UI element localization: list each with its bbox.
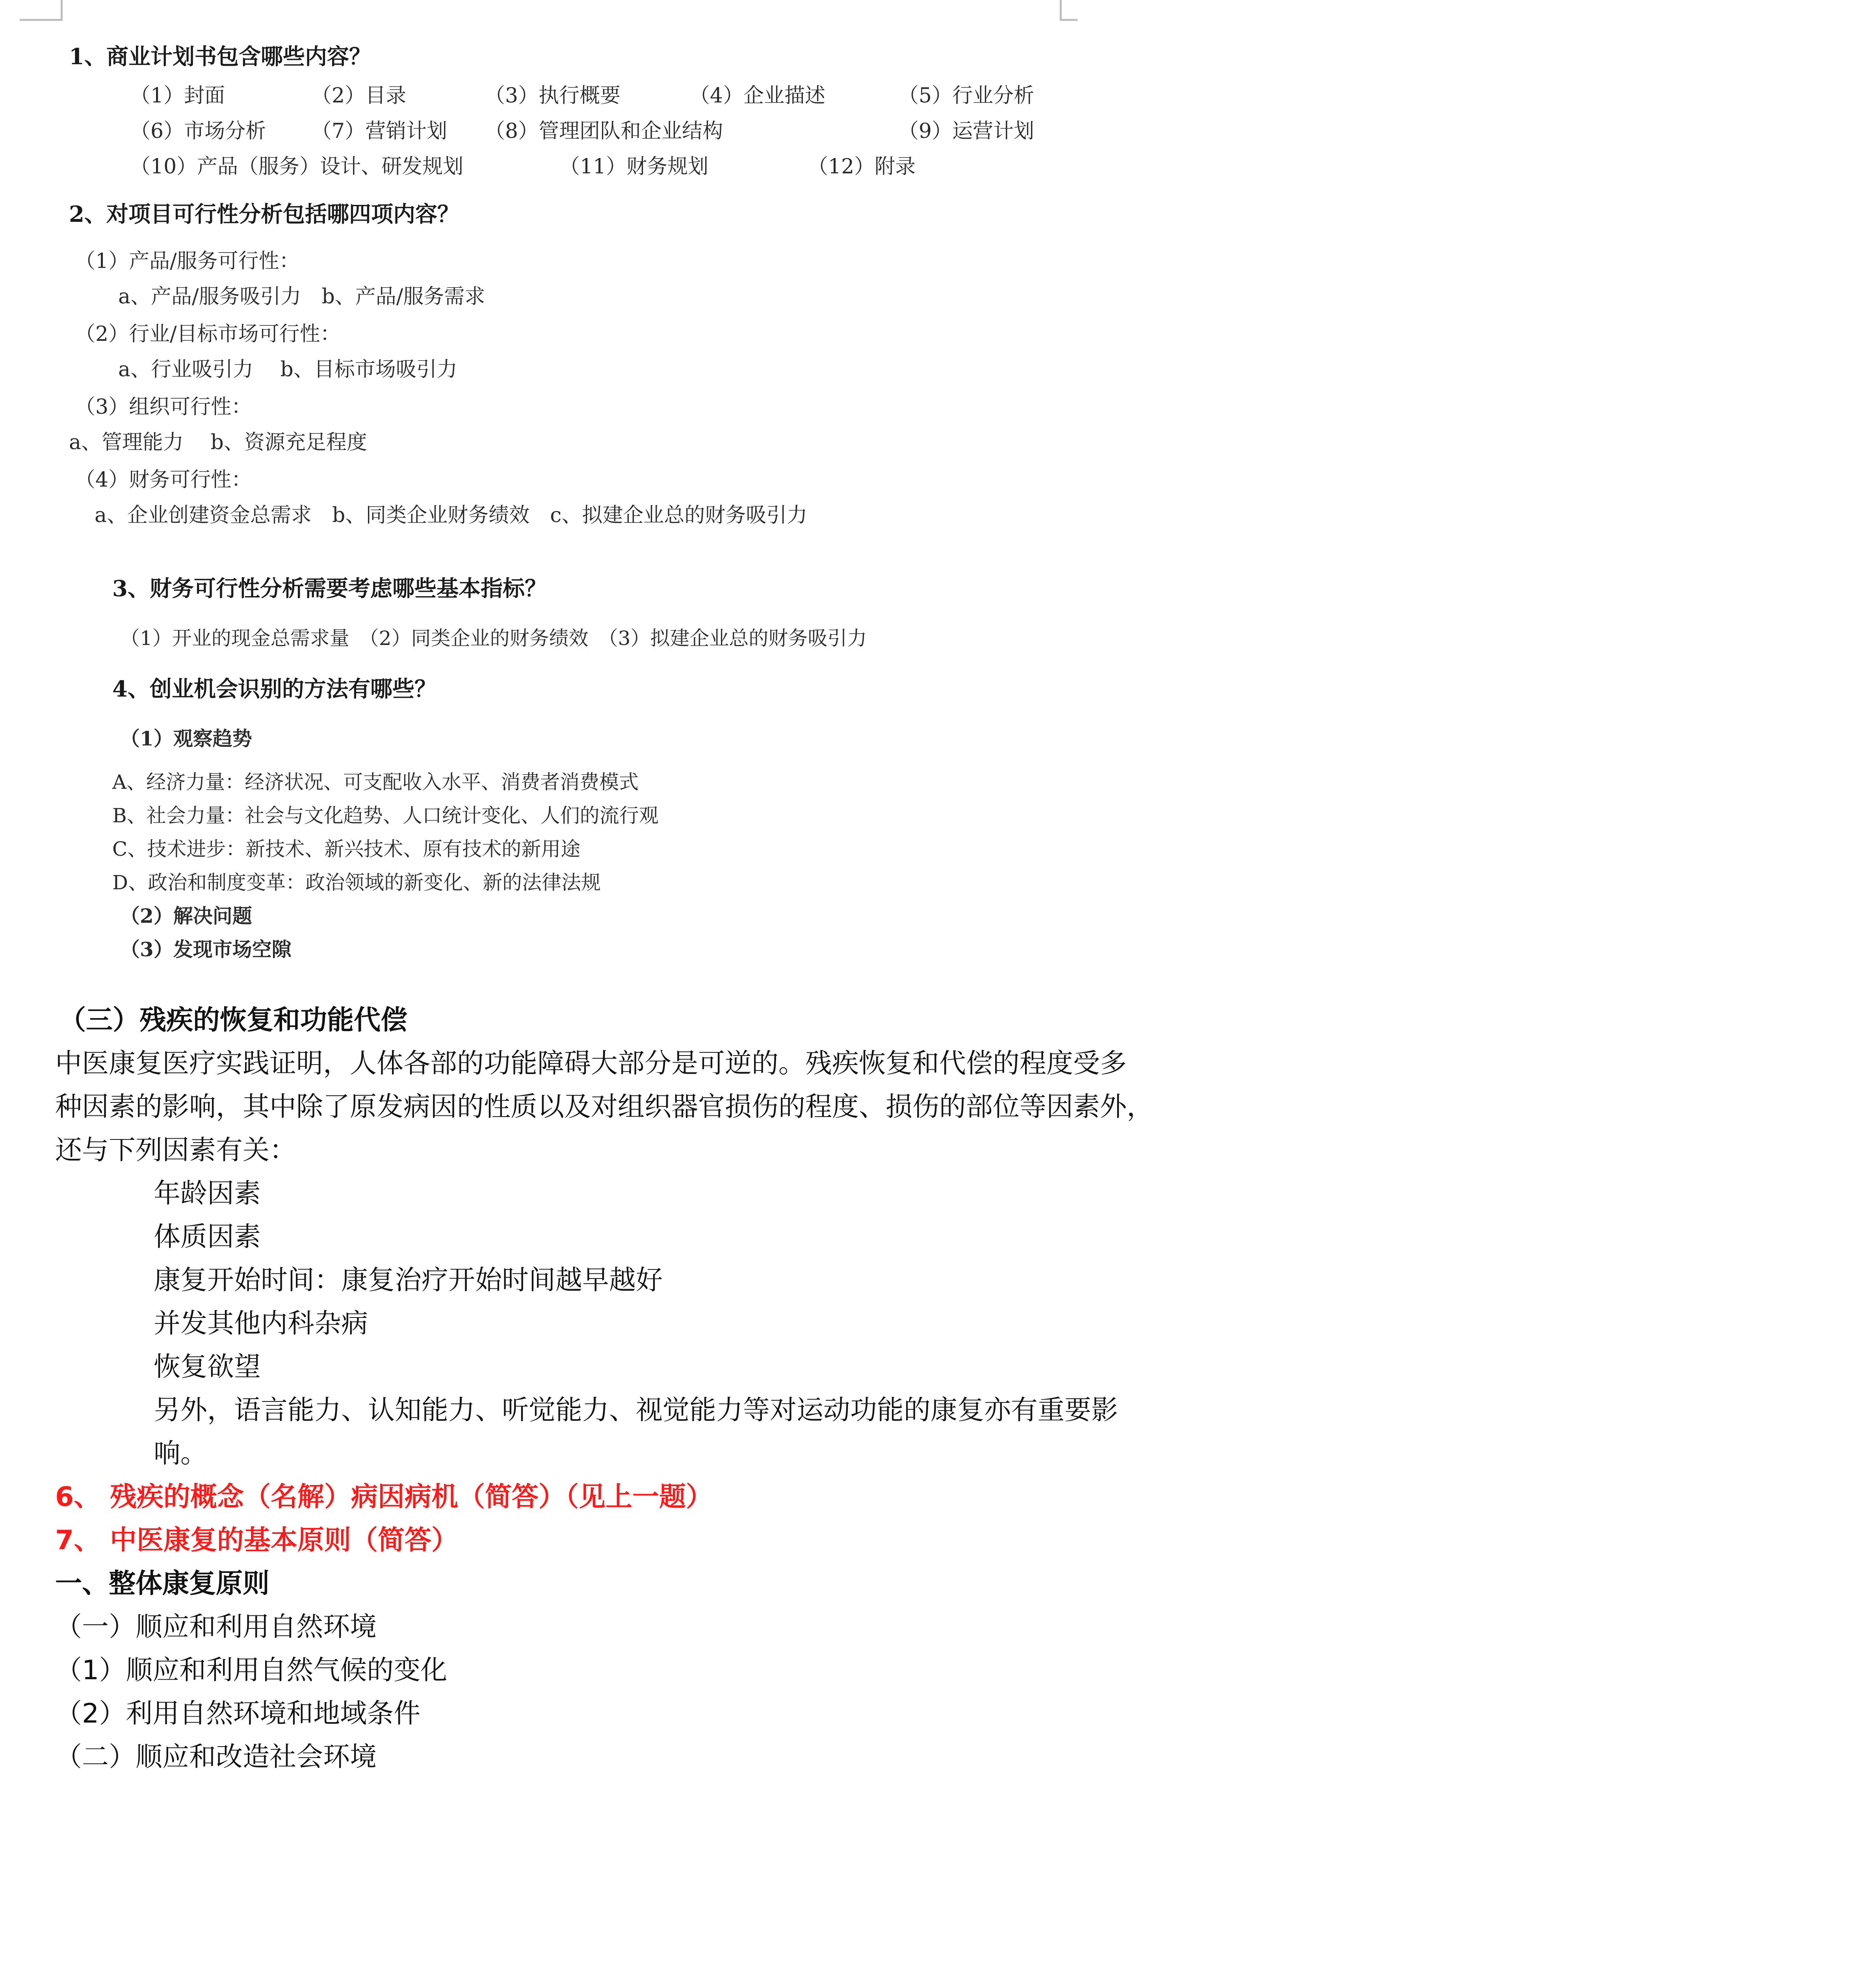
q4-item: C、技术进步：新技术、新兴技术、原有技术的新用途 [112, 838, 581, 860]
q1-item: （1）封面 [130, 84, 225, 108]
q2-line: （4）财务可行性： [75, 468, 252, 492]
q1-item: （6）市场分析 [130, 119, 266, 143]
q1-item: （4）企业描述 [689, 84, 826, 108]
highlighted-question: 6、 残疾的概念（名解）病因病机（简答）（见上一题） [55, 1481, 713, 1513]
q4-subheading: （3）发现市场空隙 [120, 938, 292, 961]
q4-title: 4、创业机会识别的方法有哪些？ [112, 676, 436, 702]
factor-item: 体质因素 [154, 1221, 261, 1253]
q1-item: （12）附录 [808, 155, 916, 178]
q2-line: a、管理能力 b、资源充足程度 [69, 431, 367, 454]
paragraph-line: 种因素的影响，其中除了原发病因的性质以及对组织器官损伤的程度、损伤的部位等因素外， [55, 1091, 1154, 1123]
q2-line: （2）行业/目标市场可行性： [75, 322, 341, 346]
factor-item: 恢复欲望 [154, 1351, 261, 1383]
q2-line: a、产品/服务吸引力 b、产品/服务需求 [118, 285, 485, 309]
q4-subheading: （2）解决问题 [120, 904, 252, 927]
q2-line: a、行业吸引力 b、目标市场吸引力 [118, 358, 457, 381]
q4-subheading: （1）观察趋势 [120, 727, 252, 750]
subsection-line: （一）顺应和利用自然环境 [55, 1611, 377, 1643]
subsection-line: （2）利用自然环境和地域条件 [55, 1698, 421, 1729]
q1-item: （9）运营计划 [898, 119, 1035, 143]
paragraph-line: 还与下列因素有关： [55, 1135, 297, 1166]
paragraph-line: 另外，语言能力、认知能力、听觉能力、视觉能力等对运动功能的康复亦有重要影 [154, 1395, 1118, 1426]
q4-item: B、社会力量：社会与文化趋势、人口统计变化、人们的流行观 [112, 804, 659, 827]
q1-item: （8）管理团队和企业结构 [485, 119, 723, 143]
q1-item: （2）目录 [311, 84, 407, 108]
q1-item: （3）执行概要 [485, 84, 621, 108]
q4-item: D、政治和制度变革：政治领域的新变化、新的法律法规 [112, 871, 601, 894]
factor-item: 康复开始时间：康复治疗开始时间越早越好 [154, 1265, 663, 1296]
embedded-scan-image [0, 0, 1103, 985]
subsection-line: （1）顺应和利用自然气候的变化 [55, 1655, 448, 1686]
section-heading: （三）残疾的恢复和功能代偿 [59, 1005, 408, 1036]
q4-item: A、经济力量：经济状况、可支配收入水平、消费者消费模式 [112, 771, 639, 794]
paragraph-line: 中医康复医疗实践证明，人体各部的功能障碍大部分是可逆的。残疾恢复和代偿的程度受多 [55, 1048, 1127, 1079]
factor-item: 并发其他内科杂病 [154, 1308, 368, 1339]
paragraph-line: 响。 [154, 1438, 208, 1469]
q1-item: （11）财务规划 [559, 155, 709, 178]
q1-title: 1、商业计划书包含哪些内容？ [69, 44, 371, 70]
subsection-line: （二）顺应和改造社会环境 [55, 1741, 377, 1773]
q2-title: 2、对项目可行性分析包括哪四项内容？ [69, 201, 459, 227]
section-heading: 一、整体康复原则 [55, 1568, 270, 1599]
q2-line: （3）组织可行性： [75, 395, 252, 419]
factor-item: 年龄因素 [154, 1178, 261, 1209]
q2-line: （1）产品/服务可行性： [75, 249, 300, 273]
q3-title: 3、财务可行性分析需要考虑哪些基本指标？ [112, 576, 547, 602]
q2-line: a、企业创建资金总需求 b、同类企业财务绩效 c、拟建企业总的财务吸引力 [95, 504, 808, 527]
q1-item: （7）营销计划 [311, 119, 448, 143]
q1-item: （10）产品（服务）设计、研发规划 [130, 155, 464, 178]
q3-line: （1）开业的现金总需求量 （2）同类企业的财务绩效 （3）拟建企业总的财务吸引力 [120, 627, 867, 650]
q1-item: （5）行业分析 [898, 84, 1035, 108]
highlighted-question: 7、 中医康复的基本原则（简答） [55, 1525, 458, 1556]
